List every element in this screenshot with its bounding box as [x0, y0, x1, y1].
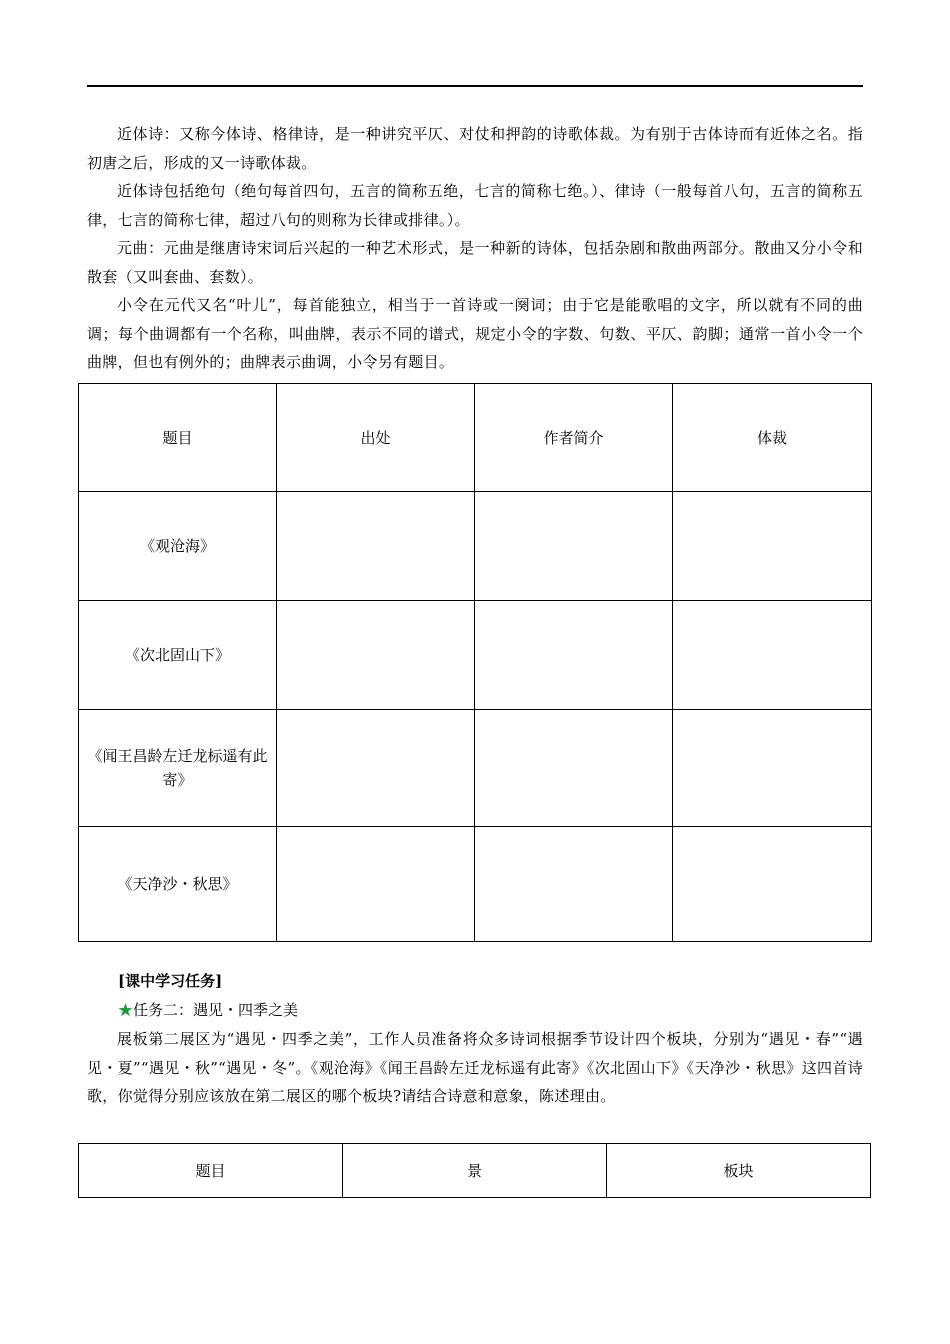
- table-header-row: [79, 384, 872, 492]
- answer-cell[interactable]: [475, 827, 673, 942]
- poem-title-cell: 《观沧海》: [79, 492, 277, 601]
- answer-cell[interactable]: [673, 601, 872, 710]
- poem-title-cell: 《次北固山下》: [79, 601, 277, 710]
- poem-title-cell: 《天净沙・秋思》: [79, 827, 277, 942]
- season-table: [78, 1143, 871, 1198]
- star-icon: ★: [118, 1001, 134, 1019]
- header-cell-author: 作者简介: [475, 384, 673, 492]
- task-title: [118, 996, 298, 1024]
- task-title-text: 任务二：遇见・四季之美: [133, 1001, 299, 1019]
- answer-cell[interactable]: [475, 601, 673, 710]
- answer-cell[interactable]: [673, 492, 872, 601]
- answer-cell[interactable]: [277, 492, 475, 601]
- poem-title-cell: 《闻王昌龄左迁龙标遥有此寄》: [79, 710, 277, 827]
- header-rule: [87, 85, 863, 87]
- header-cell-section: 板块: [607, 1144, 871, 1198]
- table-row: [79, 601, 872, 710]
- header-cell-title: 题目: [79, 384, 277, 492]
- paragraph-jintishi-types: 近体诗包括绝句（绝句每首四句，五言的简称五绝，七言的简称七绝。）、律诗（一般每首八句，五言的简称五律，七言的简称七律，超过八句的则称为长律或排律。）。: [87, 182, 863, 229]
- answer-cell[interactable]: [673, 827, 872, 942]
- poem-info-table: [78, 383, 872, 942]
- table-header-row: [79, 1144, 871, 1198]
- header-cell-genre: 体裁: [673, 384, 872, 492]
- answer-cell[interactable]: [277, 710, 475, 827]
- paragraph-xiaoling-description: 小令在元代又名“叶儿”，每首能独立，相当于一首诗或一阕词；由于它是能歌唱的文字，所以就有不同的曲调；每个曲调都有一个名称，叫曲牌，表示不同的谱式，规定小令的字数、句数、平仄、韵脚；通常一首小令一个曲牌，但也有例外的；曲牌表示曲调，小令另有题目。: [87, 296, 863, 371]
- answer-cell[interactable]: [673, 710, 872, 827]
- paragraph-yuanqu-definition: 元曲：元曲是继唐诗宋词后兴起的一种艺术形式，是一种新的诗体，包括杂剧和散曲两部分。散曲又分小令和散套（又叫套曲、套数）。: [87, 239, 863, 286]
- paragraph-jintishi-definition: 近体诗：又称今体诗、格律诗，是一种讲究平仄、对仗和押韵的诗歌体裁。为有别于古体诗而有近体之名。指初唐之后，形成的又一诗歌体裁。: [87, 125, 863, 172]
- task-description: 展板第二展区为“遇见・四季之美”，工作人员准备将众多诗词根据季节设计四个板块，分别为“遇见・春”“遇见・夏”“遇见・秋”“遇见・冬”。《观沧海》《闻王昌龄左迁龙标遥有此寄》《次北固山下》《天净沙・秋思》这四首诗歌，你觉得分别应该放在第二展区的哪个板块?请结合诗意和意象，陈述理由。: [87, 1030, 863, 1105]
- header-cell-scenery: 景: [343, 1144, 607, 1198]
- header-cell-source: 出处: [277, 384, 475, 492]
- section-title: [课中学习任务]: [118, 972, 223, 990]
- table-row: [79, 827, 872, 942]
- answer-cell[interactable]: [475, 710, 673, 827]
- table-row: [79, 492, 872, 601]
- answer-cell[interactable]: [277, 601, 475, 710]
- header-cell-title: 题目: [79, 1144, 343, 1198]
- table-row: [79, 710, 872, 827]
- answer-cell[interactable]: [475, 492, 673, 601]
- answer-cell[interactable]: [277, 827, 475, 942]
